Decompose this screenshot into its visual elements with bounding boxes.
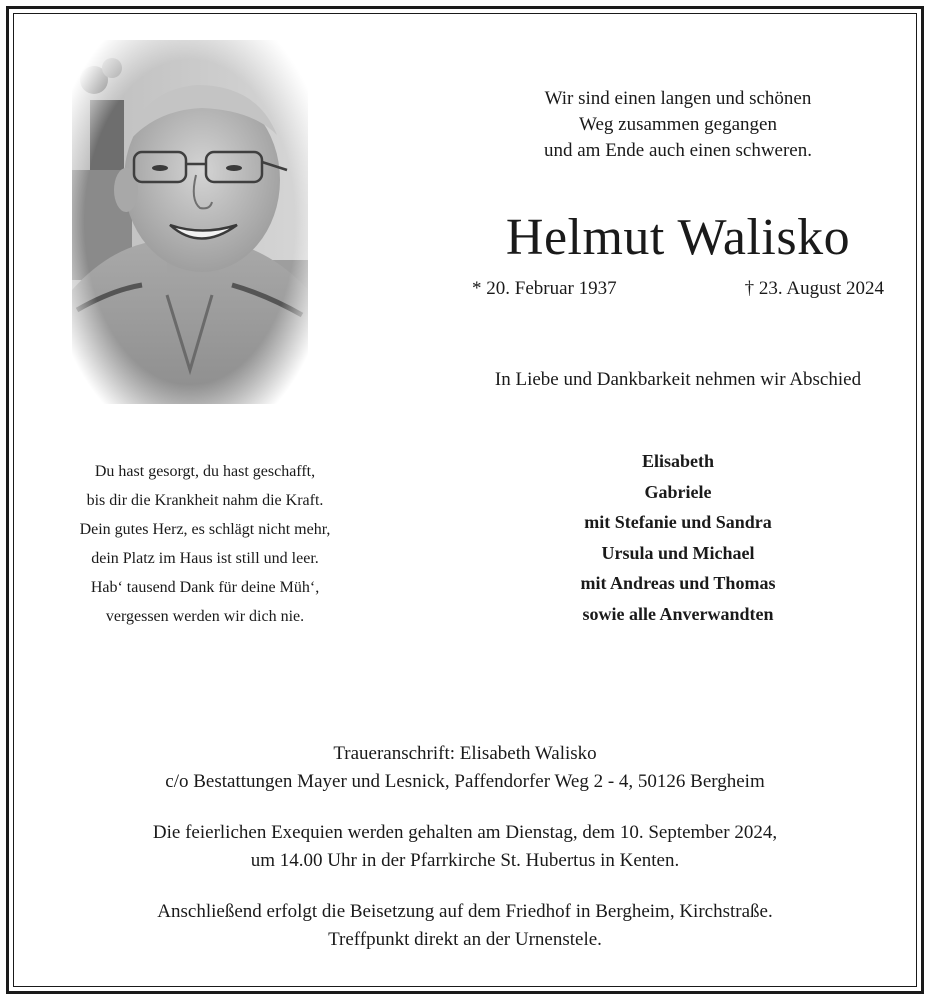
mourner-line: Ursula und Michael — [601, 542, 755, 563]
mourner-line: mit Andreas und Thomas — [580, 573, 776, 593]
poem-line: bis dir die Krankheit nahm die Kraft. — [86, 492, 324, 509]
quote-line: Wir sind einen langen und schönen — [544, 88, 812, 109]
birth-date: * 20. Februar 1937 — [472, 278, 617, 299]
death-date: † 23. August 2024 — [744, 278, 884, 299]
footer-info — [60, 740, 870, 954]
burial-line: Treffpunkt direkt an der Urnenstele. — [328, 929, 602, 950]
quote-line: und am Ende auch einen schweren. — [543, 140, 812, 161]
service-line: Die feierlichen Exequien werden gehalten am Dienstag, dem 10. September 2024, — [152, 822, 778, 843]
mourners-list — [478, 446, 878, 629]
quote-line: Weg zusammen gegangen — [579, 114, 777, 135]
portrait-photo — [72, 40, 308, 404]
address-line: Traueranschrift: Elisabeth Walisko — [333, 743, 597, 764]
poem-line: dein Platz im Haus ist still und leer. — [91, 550, 319, 567]
mourner-line: Gabriele — [644, 481, 712, 502]
mourner-line: mit Stefanie und Sandra — [584, 512, 772, 532]
address-line: c/o Bestattungen Mayer und Lesnick, Paffendorfer Weg 2 - 4, 50126 Bergheim — [165, 771, 765, 792]
mourner-line: Elisabeth — [641, 451, 715, 471]
poem — [30, 457, 380, 631]
farewell-text: In Liebe und Dankbarkeit nehmen wir Abschied — [494, 369, 862, 390]
poem-line: Dein gutes Herz, es schlägt nicht mehr, — [79, 521, 331, 538]
poem-line: Du hast gesorgt, du hast geschafft, — [94, 463, 316, 480]
quote — [478, 86, 878, 164]
service-line: um 14.00 Uhr in der Pfarrkirche St. Hubertus in Kenten. — [250, 850, 680, 871]
poem-line: vergessen werden wir dich nie. — [105, 608, 305, 625]
deceased-name: Helmut Walisko — [505, 209, 851, 266]
burial-line: Anschließend erfolgt die Beisetzung auf dem Friedhof in Bergheim, Kirchstraße. — [157, 901, 773, 922]
poem-line: Hab‘ tausend Dank für deine Müh‘, — [90, 579, 320, 596]
mourner-line: sowie alle Anverwandten — [582, 603, 774, 624]
